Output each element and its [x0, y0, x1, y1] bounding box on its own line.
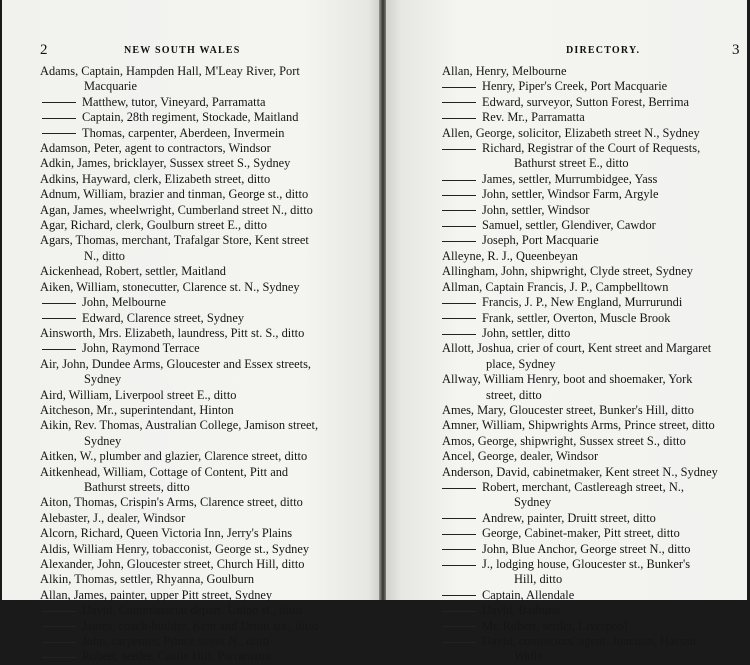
ditto-dash [42, 642, 76, 643]
left-page [2, 0, 380, 664]
directory-entry [40, 495, 370, 510]
entry-text: Allott, Joshua, crier of court, Kent street and Margaret [442, 341, 712, 356]
entry-text: John, Raymond Terrace [82, 341, 200, 356]
page-number: 2 [40, 42, 48, 58]
directory-entry [442, 588, 742, 603]
entry-continuation: N., ditto [84, 248, 125, 263]
entry-text: Aitcheson, Mr., superintendant, Hinton [40, 402, 234, 417]
directory-entry [40, 187, 370, 202]
entry-text: Alebaster, J., dealer, Windsor [40, 510, 186, 525]
directory-entry [40, 557, 370, 572]
ditto-dash [442, 210, 476, 211]
entry-text: Edward, surveyor, Sutton Forest, Berrima [482, 94, 690, 109]
entry-text: Aiton, Thomas, Crispin's Arms, Clarence street, ditto [40, 495, 303, 510]
entry-text: Allway, William Henry, boot and shoemaker, York [442, 372, 693, 387]
entry-text: Agars, Thomas, merchant, Trafalgar Store, Kent street [40, 233, 309, 248]
directory-entry [442, 95, 742, 110]
directory-entry [40, 95, 370, 110]
directory-entry [442, 141, 742, 172]
directory-entry [442, 465, 742, 480]
directory-entry [40, 203, 370, 218]
directory-entry [442, 249, 742, 264]
directory-entry [40, 264, 370, 279]
directory-entry [442, 203, 742, 218]
ditto-dash [442, 149, 476, 150]
entry-continuation: Sydney [84, 433, 122, 448]
entry-text: Aitken, W., plumber and glazier, Clarence street, ditto [40, 449, 308, 464]
entry-text: Allan, Henry, Melbourne [442, 64, 567, 78]
directory-entry [442, 372, 742, 403]
entry-text: Amos, George, shipwright, Sussex street S., ditto [442, 433, 686, 448]
ditto-dash [442, 303, 476, 304]
directory-entry [40, 156, 370, 171]
directory-entry [442, 434, 742, 449]
directory-entry [40, 465, 370, 496]
entry-text: Richard, Registrar of the Court of Requests, [482, 141, 701, 156]
directory-entries-left [40, 64, 370, 665]
entry-text: Alcorn, Richard, Queen Victoria Inn, Jerry's Plains [40, 526, 293, 541]
entry-text: Ames, Mary, Gloucester street, Bunker's Hill, ditto [442, 402, 694, 417]
ditto-dash [442, 595, 476, 596]
entry-text: James, settler, Murrumbidgee, Yass [482, 171, 658, 186]
entry-text: John, Melbourne [82, 295, 166, 310]
ditto-dash [442, 334, 476, 335]
entry-continuation: street, ditto [486, 387, 542, 402]
directory-entry [40, 141, 370, 156]
ditto-dash [442, 611, 476, 612]
entry-text: Air, John, Dundee Arms, Gloucester and Essex streets, [40, 356, 312, 371]
directory-entry [40, 388, 370, 403]
entry-text: David, Bathurst [482, 603, 561, 618]
ditto-dash [42, 133, 76, 134]
entry-text: Aitkenhead, William, Cottage of Content, Pitt and [40, 464, 289, 479]
directory-entry [442, 603, 742, 618]
ditto-dash [442, 180, 476, 181]
ditto-dash [442, 241, 476, 242]
ditto-dash [442, 518, 476, 519]
directory-entry [442, 418, 742, 433]
entry-text: Aikin, Rev. Thomas, Australian College, Jamison street, [40, 418, 319, 433]
directory-entry [442, 172, 742, 187]
ditto-dash [442, 626, 476, 627]
directory-entry [442, 619, 742, 634]
directory-entry [442, 557, 742, 588]
entry-text: Edward, Clarence street, Sydney [82, 310, 245, 325]
directory-entry [40, 311, 370, 326]
entry-text: Joseph, Port Macquarie [482, 233, 599, 248]
entry-text: Ancel, George, dealer, Windsor [442, 449, 599, 464]
entry-text: Aldis, William Henry, tobacconist, George st., Sydney [40, 541, 310, 556]
entry-continuation: Hill, ditto [514, 572, 563, 587]
entry-text: Henry, Piper's Creek, Port Macquarie [482, 79, 668, 94]
entry-text: Adamson, Peter, agent to contractors, Windsor [40, 141, 271, 156]
directory-entry [40, 233, 370, 264]
directory-entry [442, 634, 742, 665]
directory-entry [442, 326, 742, 341]
entry-text: Alleyne, R. J., Queenbeyan [442, 248, 578, 263]
directory-entry [442, 187, 742, 202]
ditto-dash [442, 226, 476, 227]
ditto-dash [42, 318, 76, 319]
entry-text: David, contractors' agent, Junction, Hassan [482, 634, 696, 649]
entry-text: Allen, George, solicitor, Elizabeth street N., Sydney [442, 125, 700, 140]
directory-entry [442, 542, 742, 557]
entry-text: Aird, William, Liverpool street E., ditto [40, 387, 237, 402]
ditto-dash [442, 549, 476, 550]
directory-entry [442, 480, 742, 511]
directory-entry [40, 526, 370, 541]
entry-text: John, settler, Windsor Farm, Argyle [482, 187, 659, 202]
directory-entry [442, 511, 742, 526]
ditto-dash [42, 611, 76, 612]
directory-entry [442, 449, 742, 464]
entry-text: Rev. Mr., Parramatta [482, 110, 585, 125]
ditto-dash [42, 118, 76, 119]
ditto-dash [442, 534, 476, 535]
directory-entry [40, 172, 370, 187]
entry-continuation: Bathurst streets, ditto [84, 479, 190, 494]
directory-entry [442, 264, 742, 279]
ditto-dash [42, 349, 76, 350]
ditto-dash [42, 626, 76, 627]
ditto-dash [442, 87, 476, 88]
directory-entry [40, 295, 370, 310]
running-title: DIRECTORY. [566, 45, 641, 56]
ditto-dash [442, 488, 476, 489]
entry-text: Amner, William, Shipwrights Arms, Prince street, ditto [442, 418, 715, 433]
entry-continuation: Bathurst street E., ditto [514, 156, 629, 171]
entry-text: Anderson, David, cabinetmaker, Kent street N., Sydney [442, 464, 718, 479]
page-number: 3 [732, 42, 740, 58]
entry-text: Adnum, William, brazier and tinman, George st., ditto [40, 187, 309, 202]
directory-entry [40, 357, 370, 388]
directory-entry [40, 418, 370, 449]
ditto-dash [442, 318, 476, 319]
entry-text: Andrew, painter, Druitt street, ditto [482, 510, 656, 525]
directory-entry [442, 403, 742, 418]
entry-text: Samuel, settler, Glendiver, Cawdor [482, 218, 656, 233]
entry-text: Thomas, carpenter, Aberdeen, Invermein [82, 125, 285, 140]
ditto-dash [442, 118, 476, 119]
entry-text: Allan, James, painter, upper Pitt street, Sydney [40, 587, 273, 602]
entry-continuation: Walls [514, 649, 542, 664]
entry-continuation: place, Sydney [486, 356, 556, 371]
directory-entry [40, 619, 370, 634]
entry-text: Alexander, John, Gloucester street, Church Hill, ditto [40, 557, 305, 571]
entry-text: James, coach-builder, Kent and Druitt sts., ditto [82, 618, 319, 633]
entry-text: Adkin, James, bricklayer, Sussex street S., Sydney [40, 156, 291, 171]
directory-entry [40, 110, 370, 125]
directory-entry [40, 341, 370, 356]
entry-text: Allman, Captain Francis, J. P., Campbelltown [442, 279, 669, 294]
right-page [386, 0, 747, 664]
directory-entry [442, 126, 742, 141]
directory-entry [40, 588, 370, 603]
directory-entry [442, 233, 742, 248]
entry-text: Captain, 28th regiment, Stockade, Maitland [82, 110, 299, 125]
entry-text: John, carpenter, Prince street N., ditto [82, 634, 270, 649]
entry-text: Mr. Robert, settler, Liverpool [482, 618, 628, 633]
entry-text: David, Commissariat depart. Union st., ditto [82, 603, 302, 618]
directory-entry [40, 218, 370, 233]
directory-entry [40, 634, 370, 649]
entry-text: Alkin, Thomas, settler, Rhyanna, Goulburn [40, 572, 255, 587]
ditto-dash [42, 102, 76, 103]
entry-text: Adkins, Hayward, clerk, Elizabeth street, ditto [40, 171, 271, 186]
entry-text: John, settler, Windsor [482, 202, 590, 217]
directory-entry [442, 295, 742, 310]
directory-entry [40, 64, 370, 95]
open-book [2, 0, 747, 664]
entry-text: George, Cabinet-maker, Pitt street, ditto [482, 526, 680, 541]
entry-text: Agan, James, wheelwright, Cumberland street N., ditto [40, 202, 313, 217]
directory-entry [442, 280, 742, 295]
ditto-dash [42, 303, 76, 304]
ditto-dash [442, 195, 476, 196]
directory-entry [40, 280, 370, 295]
entry-text: Ainsworth, Mrs. Elizabeth, laundress, Pitt st. S., ditto [40, 325, 305, 340]
entry-text: J., lodging house, Gloucester st., Bunker's [482, 557, 691, 571]
entry-text: Adams, Captain, Hampden Hall, M'Leay River, Port [40, 64, 300, 78]
entry-text: Matthew, tutor, Vineyard, Parramatta [82, 94, 266, 109]
entry-text: Robert, merchant, Castlereagh street, N., [482, 479, 684, 494]
entry-text: Agar, Richard, clerk, Goulburn street E., ditto [40, 218, 267, 233]
ditto-dash [442, 102, 476, 103]
directory-entry [442, 79, 742, 94]
left-page-header [40, 42, 370, 60]
directory-entry [40, 572, 370, 587]
directory-entry [40, 649, 370, 664]
directory-entry [40, 403, 370, 418]
entry-text: Captain, Allendale [482, 587, 575, 602]
entry-continuation: Sydney [84, 372, 122, 387]
directory-entry [442, 526, 742, 541]
ditto-dash [42, 657, 76, 658]
directory-entry [442, 341, 742, 372]
entry-continuation: Macquarie [84, 79, 137, 94]
entry-text: John, Blue Anchor, George street N., ditto [482, 541, 691, 556]
entry-text: Aiken, William, stonecutter, Clarence st. N., Sydney [40, 279, 300, 294]
directory-entry [442, 64, 742, 79]
entry-text: Aickenhead, Robert, settler, Maitland [40, 264, 226, 279]
running-title: NEW SOUTH WALES [124, 45, 241, 56]
right-page-header [442, 42, 742, 60]
directory-entry [40, 542, 370, 557]
entry-text: Allingham, John, shipwright, Clyde street, Sydney [442, 264, 693, 279]
directory-entry [40, 326, 370, 341]
directory-entry [442, 311, 742, 326]
entry-text: John, settler, ditto [482, 325, 571, 340]
directory-entries-right [442, 64, 742, 665]
ditto-dash [442, 642, 476, 643]
directory-entry [442, 218, 742, 233]
entry-text: Robert, settler, Castle Hill, Parramatta [82, 649, 272, 664]
directory-entry [40, 511, 370, 526]
directory-entry [40, 603, 370, 618]
directory-entry [40, 449, 370, 464]
directory-entry [40, 126, 370, 141]
entry-text: Frank, settler, Overton, Muscle Brook [482, 310, 671, 325]
directory-entry [442, 110, 742, 125]
entry-continuation: Sydney [514, 495, 552, 510]
entry-text: Francis, J. P., New England, Murrurundi [482, 295, 683, 310]
ditto-dash [442, 565, 476, 566]
